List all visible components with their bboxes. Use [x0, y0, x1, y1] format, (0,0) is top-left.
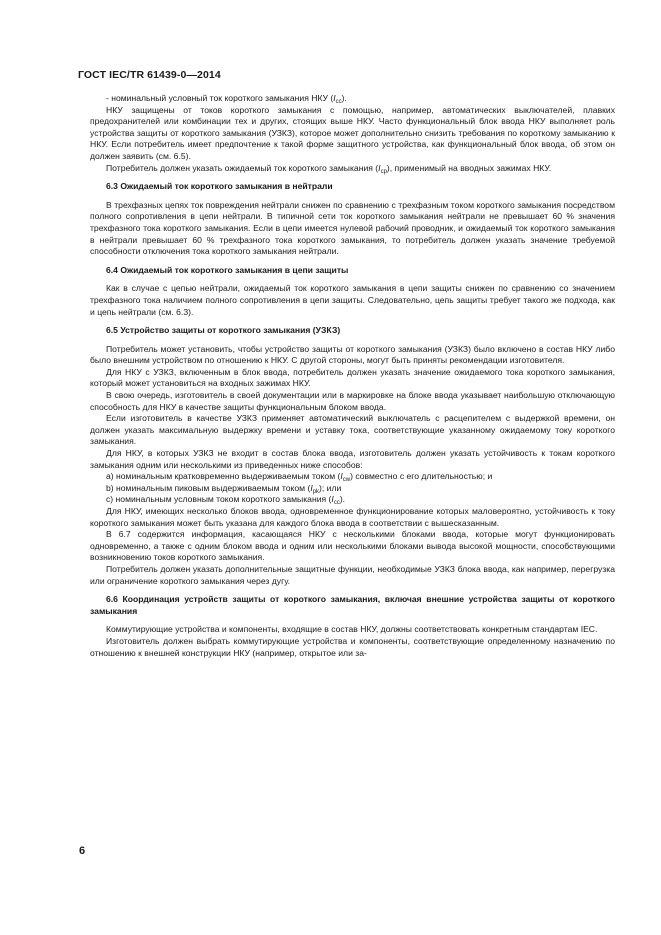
paragraph: Потребитель может установить, чтобы устройство защиты от короткого замыкания (УЗКЗ) было включено в состав НКУ либо было внешним устройством по отношению к НКУ. С другой стороны, могут быть приняты рекомендации изготовителя.: [90, 343, 615, 366]
list-item: a) номинальным кратковременно выдерживаемым током $(I_{cw})$ совместно с его длительностью; и: [106, 471, 493, 484]
paragraph: В трехфазных цепях ток повреждения нейтрали снижен по сравнению с трехфазным током короткого замыкания посредством полного сопротивления в цепи нейтрали. В типичной сети ток короткого замыкания нейтрали не превышает 60 % значения трехфазного тока короткого замыкания. Если в цепи имеется нулевой рабочий проводник, и ожидаемый ток короткого замыкания в нейтрали превышает 60 % трехфазного тока короткого замыкания, то потребитель должен указать значение требуемой способности отключения тока короткого замыкания нейтрали.: [90, 199, 615, 257]
paragraph: В 6.7 содержится информация, касающаяся НКУ с несколькими блоками ввода, которые могут функционировать одновременно, а также с одним блоком ввода и одним или несколькими блоками вывода высокой мощности, способствующими возникновению токов короткого замыкания.: [90, 529, 615, 563]
section-heading-6-6: 6.6 Координация устройств защиты от короткого замыкания, включая внешние устройства защиты от короткого замыкания: [90, 594, 615, 616]
list-item: b) номинальным пиковым выдерживаемым током $(I_{pk})$; или: [106, 482, 342, 495]
page-body: [90, 93, 615, 659]
paragraph: Если изготовитель в качестве УЗКЗ применяет автоматический выключатель с расцепителем с выдержкой времени, он должен указать максимальную выдержку времени и уставку тока, соответствующие указанному ожидаемому току короткого замыкания.: [90, 413, 615, 447]
paragraph: - номинальный условный ток короткого замыкания НКУ $(I_{cc})$.: [106, 93, 347, 105]
section-heading-6-3: 6.3 Ожидаемый ток короткого замыкания в нейтрали: [106, 181, 333, 192]
paragraph: Потребитель должен указать дополнительные защитные функции, необходимые УЗКЗ блока ввода, как например, перегрузка или ограничение короткого замыкания через дугу.: [90, 563, 615, 586]
paragraph: Для НКУ, в которых УЗКЗ не входит в состав блока ввода, изготовитель должен указать устойчивость к токам короткого замыкания одним или несколькими из приведенных ниже способов:: [90, 448, 615, 470]
document-header: ГОСТ IEC/TR 61439-0—2014: [78, 69, 221, 81]
paragraph: Для НКУ с УЗКЗ, включенным в блок ввода, потребитель должен указать значение ожидаемого тока короткого замыкания, который может установиться на входных зажимах НКУ.: [90, 366, 615, 389]
paragraph: НКУ защищены от токов короткого замыкания с помощью, например, автоматических выключателей, плавких предохранителей или комбинации тех и других, стоящих выше НКУ. Часто функциональный блок ввода НКУ выполняет роль устройства защиты от короткого замыкания (УЗКЗ), которое может дополнительно снизить требования по короткому замыканию к НКУ. Если потребитель имеет предпочтение к такой форме защитного устройства, как функциональный блок ввода, об этом он должен заявить (см. 6.5).: [90, 104, 615, 161]
section-heading-6-5: 6.5 Устройство защиты от короткого замыкания (УЗКЗ): [106, 325, 341, 336]
page-number: 6: [79, 845, 86, 857]
paragraph: Для НКУ, имеющих несколько блоков ввода, одновременное функционирование которых маловероятно, устойчивость к току короткого замыкания может быть указана для каждого блока ввода в соответствии с вышесказанным.: [90, 506, 615, 528]
paragraph: Как в случае с цепью нейтрали, ожидаемый ток короткого замыкания в цепи защиты снижен по сравнению со значением трехфазного тока наличием полного сопротивления в цепи защиты. Следовательно, цепь защиты требует такого же подхода, как и цепь нейтрали (см. 6.3).: [90, 283, 615, 317]
paragraph: Потребитель должен указать ожидаемый ток короткого замыкания $(I_{cp})$, применимый на вводных зажимах НКУ.: [106, 162, 552, 175]
paragraph: Коммутирующие устройства и компоненты, входящие в состав НКУ, должны соответствовать конкретным стандартам IEC.: [106, 624, 598, 635]
paragraph: В свою очередь, изготовитель в своей документации или в маркировке на блоке ввода указывает наибольшую отключающую способность для НКУ в качестве защиты функциональным блоком ввода.: [90, 390, 615, 412]
section-heading-6-4: 6.4 Ожидаемый ток короткого замыкания в цепи защиты: [106, 264, 349, 275]
paragraph: Изготовитель должен выбрать коммутирующие устройства и компоненты, соответствующие определенному назначению по отношению к внешней конструкции НКУ (например, открытое или за-: [90, 635, 615, 658]
list-item: c) номинальным условным током короткого замыкания $(I_{cc})$.: [106, 494, 346, 507]
